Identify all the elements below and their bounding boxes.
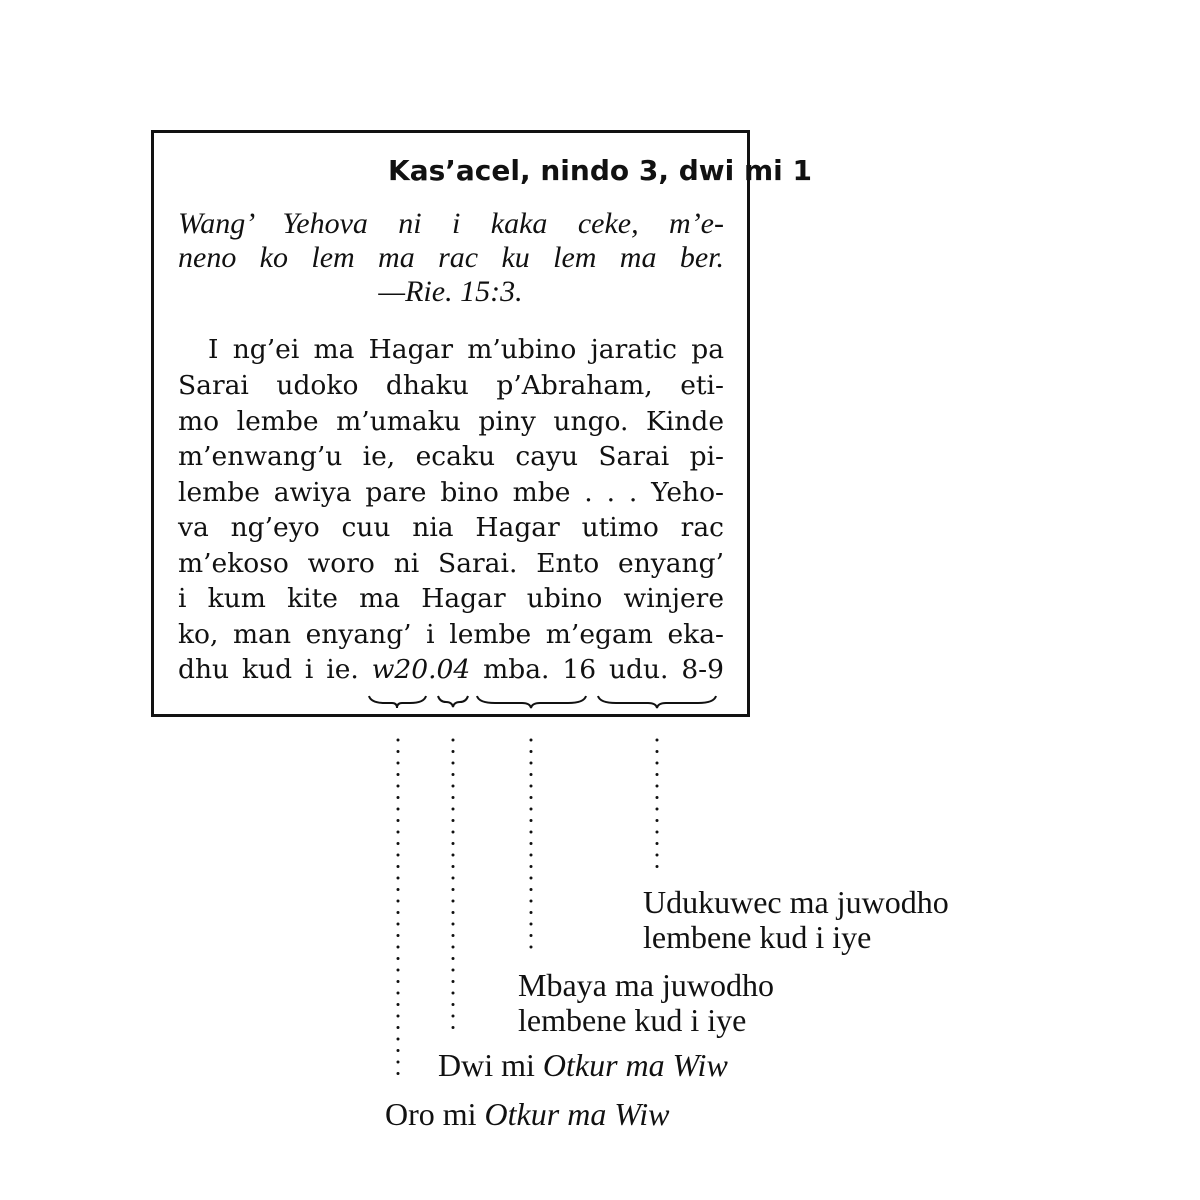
body-line: m’enwang’u ie, ecaku cayu Sarai pi- <box>178 441 724 472</box>
verse-reference: —Rie. 15:3. <box>378 275 523 308</box>
label-title: Otkur ma Wiw <box>542 1047 728 1083</box>
label-page <box>518 968 774 1038</box>
brace-issue <box>438 696 468 707</box>
citation-paragraphs: udu. 8-9 <box>608 654 724 685</box>
label-prefix: Oro mi <box>385 1096 477 1132</box>
body-line: lembe awiya pare bino mbe . . . Yeho- <box>178 477 724 508</box>
label-publication <box>385 1097 669 1132</box>
date-heading: Kas’acel, nindo 3, dwi mi 1 <box>388 154 812 187</box>
body-line: i kum kite ma Hagar ubino winjere <box>178 583 724 614</box>
citation-page: mba. 16 <box>483 654 597 685</box>
label-line: Mbaya ma juwodho <box>518 967 774 1003</box>
citation-publication: w20 <box>371 654 429 685</box>
body-line: ko, man enyang’ i lembe m’egam eka- <box>178 619 724 650</box>
body-line: mo lembe m’umaku piny ungo. Kinde <box>178 406 724 437</box>
body-text-end: dhu kud i ie. <box>178 654 359 685</box>
label-issue <box>438 1048 728 1083</box>
body-line: m’ekoso woro ni Sarai. Ento enyang’ <box>178 548 724 579</box>
citation-issue: .04 <box>428 654 471 685</box>
label-line: Udukuwec ma juwodho <box>643 884 949 920</box>
body-line: Sarai udoko dhaku p’Abraham, eti- <box>178 370 724 401</box>
label-paragraphs <box>643 885 949 955</box>
body-line: I ng’ei ma Hagar m’ubino jaratic pa <box>208 334 724 365</box>
verse-line: neno ko lem ma rac ku lem ma ber. <box>178 241 724 274</box>
label-line: lembene kud i iye <box>518 1002 747 1038</box>
label-line: lembene kud i iye <box>643 919 872 955</box>
label-title: Otkur ma Wiw <box>484 1096 670 1132</box>
brace-publication <box>369 696 426 708</box>
label-prefix: Dwi mi <box>438 1047 535 1083</box>
brace-page <box>477 696 586 708</box>
brace-paragraphs <box>598 696 716 708</box>
verse-line: Wang’ Yehova ni i kaka ceke, m’e- <box>178 207 724 240</box>
body-line: va ng’eyo cuu nia Hagar utimo rac <box>178 512 724 543</box>
